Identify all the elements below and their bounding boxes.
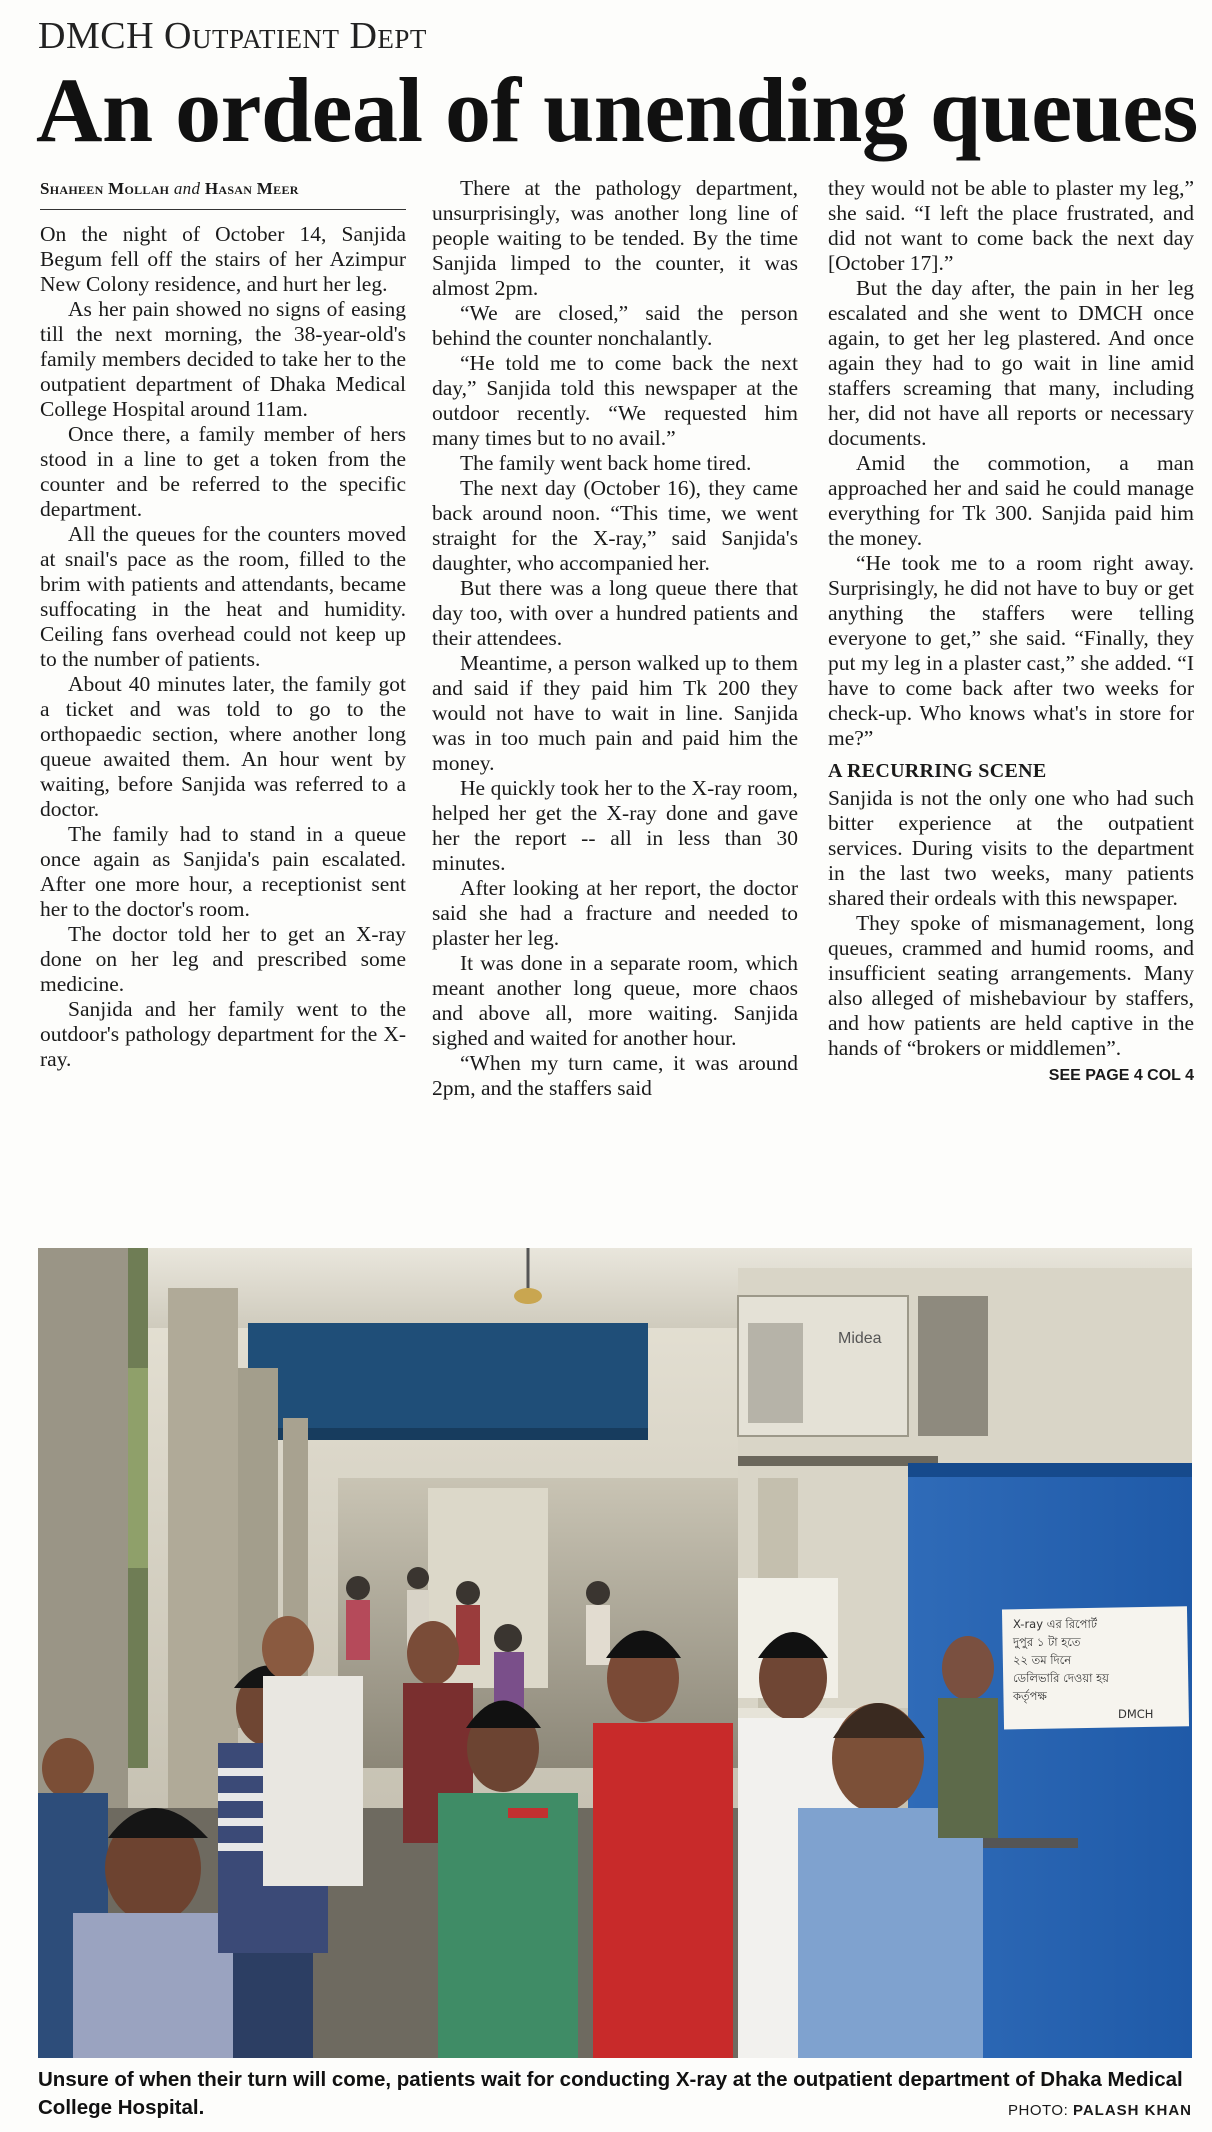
credit-name: PALASH KHAN: [1072, 2102, 1192, 2119]
paragraph: They spoke of mismanagement, long queues, crammed and humid rooms, and insufficient seating arrangements. Many also alleged of mishebaviour by staffers, and how patients are held captive in the hands of “brokers or middlemen”.: [828, 911, 1194, 1060]
paragraph: “When my turn came, it was around 2pm, and the staffers said: [432, 1051, 798, 1100]
paragraph: After looking at her report, the doctor said she had a fracture and needed to plaster her leg.: [432, 876, 798, 950]
paragraph: About 40 minutes later, the family got a ticket and was told to go to the orthopaedic section, where another long queue awaited them. An hour went by waiting, before Sanjida was referred to a doctor.: [40, 672, 406, 821]
corridor-crowd-illustration: [38, 1248, 1192, 2058]
paragraph: The family went back home tired.: [460, 451, 752, 475]
column-3: [828, 176, 1194, 1088]
paragraph: “He told me to come back the next day,” Sanjida told this newspaper at the outdoor recently. “We requested him many times but to no avail.”: [432, 351, 798, 450]
notice-line: ডেলিভারি দেওয়া হয়: [1013, 1671, 1109, 1685]
paragraph: As her pain showed no signs of easing till the next morning, the 38-year-old's family members decided to take her to the outpatient department of Dhaka Medical College Hospital around 11am.: [40, 297, 406, 421]
door-notice: [1002, 1606, 1189, 1729]
paragraph: The family had to stand in a queue once again as Sanjida's pain escalated. After one more hour, a receptionist sent her to the doctor's room.: [40, 822, 406, 921]
notice-line: DMCH: [1118, 1707, 1154, 1721]
paragraph: they would not be able to plaster my leg,” she said. “I left the place frustrated, and did not want to come back the next day [October 17].”: [828, 176, 1194, 275]
paragraph: There at the pathology department, unsurprisingly, was another long line of people waiting to be tended. By the time Sanjida limped to the counter, it was almost 2pm.: [432, 176, 798, 300]
paragraph: He quickly took her to the X-ray room, helped her get the X-ray done and gave her the report -- all in less than 30 minutes.: [432, 776, 798, 875]
paragraph: But there was a long queue there that day too, with over a hundred patients and their attendees.: [432, 576, 798, 650]
column-1: [40, 176, 406, 1072]
photo-credit: [1008, 2102, 1192, 2119]
paragraph: Sanjida is not the only one who had such bitter experience at the outpatient services. During visits to the department in the last two weeks, many patients shared their ordeals with this newspaper.: [828, 786, 1194, 910]
byline-author-2: Hasan Meer: [204, 179, 299, 198]
paragraph: But the day after, the pain in her leg escalated and she went to DMCH once again, to get her leg plastered. And once again they had to go wait in line amid staffers screaming that many, including her, did not have all reports or necessary documents.: [828, 276, 1194, 450]
ac-brand-label: Midea: [838, 1330, 882, 1347]
credit-label: PHOTO:: [1008, 2102, 1069, 2119]
paragraph: “We are closed,” said the person behind the counter nonchalantly.: [432, 301, 798, 350]
paragraph: “He took me to a room right away. Surprisingly, he did not have to buy or get anything the staffers were telling everyone to get,” she said. “Finally, they put my leg in a plaster cast,” she added. “I have to come back after two weeks for check-up. Who knows what's in store for me?”: [828, 551, 1194, 750]
paragraph: Amid the commotion, a man approached her and said he could manage everything for Tk 300. Sanjida paid him the money.: [828, 451, 1194, 550]
notice-line: X-ray এর রিপোর্ট: [1013, 1617, 1098, 1631]
notice-line: দুপুর ১ টা হতে: [1013, 1635, 1081, 1649]
column-2: [432, 176, 798, 1101]
paragraph: Sanjida and her family went to the outdoor's pathology department for the X-ray.: [40, 997, 406, 1071]
byline-author-1: Shaheen Mollah: [40, 179, 170, 198]
byline-and: and: [173, 179, 201, 198]
news-photo: [38, 1248, 1192, 2058]
byline: [40, 176, 406, 210]
notice-line: কর্তৃপক্ষ: [1013, 1689, 1047, 1703]
paragraph: Meantime, a person walked up to them and said if they paid him Tk 200 they would not have to wait in line. Sanjida was in too much pain and paid him the money.: [432, 651, 798, 775]
paragraph: It was done in a separate room, which meant another long queue, more chaos and above all, more waiting. Sanjida sighed and waited for another hour.: [432, 951, 798, 1050]
photo-caption: Unsure of when their turn will come, patients wait for conducting X-ray at the outpatient department of Dhaka Medical College Hospital.: [38, 2068, 1183, 2119]
paragraph: On the night of October 14, Sanjida Begum fell off the stairs of her Azimpur New Colony residence, and hurt her leg.: [40, 222, 406, 296]
paragraph: The next day (October 16), they came back around noon. “This time, we went straight for the X-ray,” said Sanjida's daughter, who accompanied her.: [432, 476, 798, 575]
article-body: [40, 176, 1194, 1216]
section-kicker: DMCH Outpatient Dept: [38, 15, 427, 57]
notice-line: ২২ তম দিনে: [1013, 1653, 1072, 1667]
paragraph: All the queues for the counters moved at snail's pace as the room, filled to the brim with patients and attendants, became suffocating in the heat and humidity. Ceiling fans overhead could not keep up to the number of patients.: [40, 522, 406, 671]
continuation-note: SEE PAGE 4 COL 4: [1048, 1067, 1194, 1084]
headline: An ordeal of unending queues: [36, 59, 1198, 161]
subheading: A RECURRING SCENE: [828, 760, 1047, 782]
paragraph: Once there, a family member of hers stood in a line to get a token from the counter and be referred to the specific department.: [40, 422, 406, 521]
paragraph: The doctor told her to get an X-ray done on her leg and prescribed some medicine.: [40, 922, 406, 996]
